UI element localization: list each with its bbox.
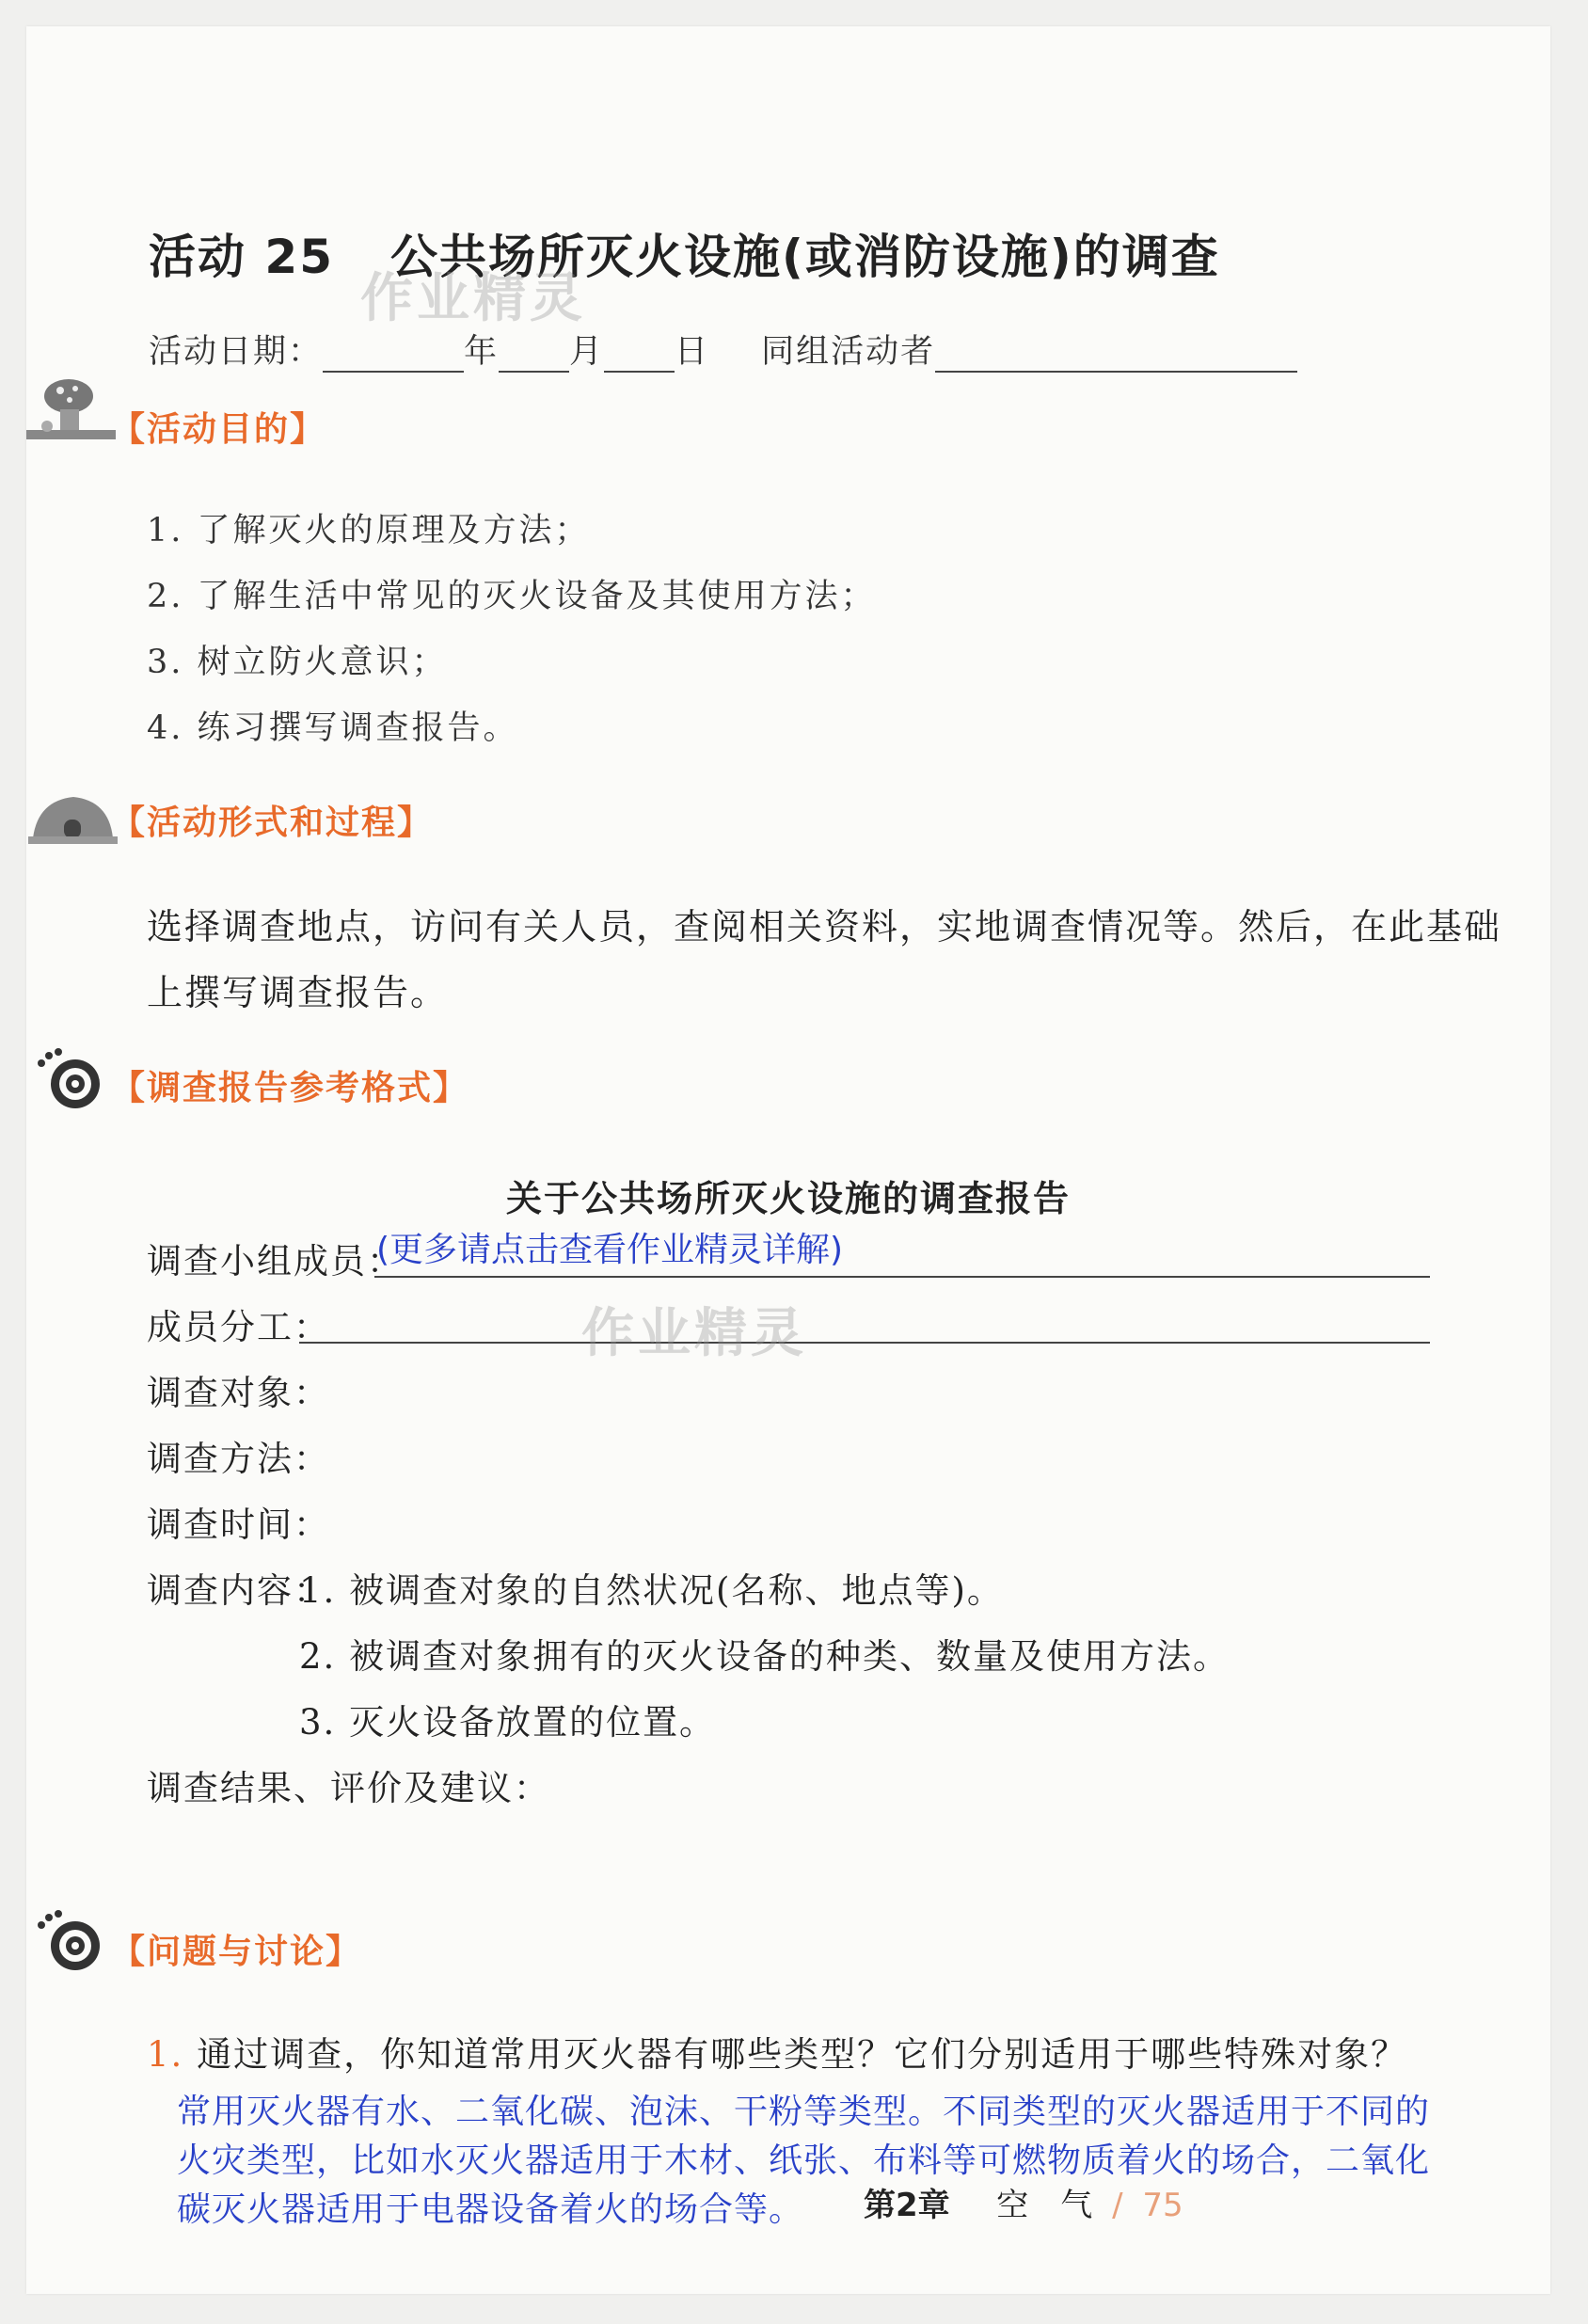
- watermark-middle: 作业精灵: [581, 1303, 807, 1364]
- document-page: [26, 26, 1550, 2294]
- page-number: 75: [1142, 2187, 1183, 2224]
- snail-icon: [28, 1044, 113, 1120]
- group-label: 同组活动者: [761, 333, 936, 371]
- purpose-item: 2. 了解生活中常见的灭火设备及其使用方法；: [147, 578, 877, 615]
- year-label: 年: [464, 333, 500, 371]
- question-number: 1.: [147, 2034, 184, 2075]
- day-label: 日: [675, 333, 710, 371]
- content-item: 1. 被调查对象的自然状况(名称、地点等)。: [299, 1570, 1004, 1611]
- result-label: 调查结果、评价及建议：: [147, 1768, 550, 1808]
- question-text: 通过调查，你知道常用灭火器有哪些类型？它们分别适用于哪些特殊对象？: [197, 2034, 1408, 2075]
- rock-house-icon: [28, 784, 118, 850]
- division-blank[interactable]: [299, 1342, 1430, 1344]
- content-item: 3. 灭火设备放置的位置。: [299, 1702, 717, 1743]
- answer-line: 碳灭火器适用于电器设备着火的场合等。: [177, 2190, 804, 2229]
- month-label: 月: [569, 333, 605, 371]
- process-text-line: 上撰写调查报告。: [147, 972, 449, 1013]
- divider-slash: /: [1112, 2187, 1123, 2224]
- division-label: 成员分工：: [147, 1307, 330, 1347]
- activity-number: 活动 25: [149, 230, 334, 284]
- date-label: 活动日期：: [149, 333, 324, 371]
- section-format-heading: 【调查报告参考格式】: [111, 1069, 469, 1107]
- members-field: [147, 1233, 404, 1283]
- month-blank[interactable]: [499, 342, 569, 373]
- process-text-line: 选择调查地点，访问有关人员，查阅相关资料，实地调查情况等。然后，在此基础: [147, 906, 1502, 947]
- snail-icon: [28, 1906, 113, 1982]
- mushroom-house-icon: [26, 370, 116, 445]
- day-blank[interactable]: [604, 342, 675, 373]
- question-1: [147, 2026, 1407, 2077]
- purpose-item: 3. 树立防火意识；: [147, 644, 448, 681]
- object-label: 调查对象：: [147, 1373, 330, 1413]
- section-purpose-heading: 【活动目的】: [111, 410, 326, 449]
- chapter-number: 第2章: [864, 2187, 950, 2224]
- section-process-heading: 【活动形式和过程】: [111, 804, 434, 842]
- purpose-item: 4. 练习撰写调查报告。: [147, 709, 519, 747]
- answer-line: 火灾类型，比如水灭火器适用于木材、纸张、布料等可燃物质着火的场合，二氧化: [177, 2141, 1431, 2180]
- members-label: 调查小组成员：: [147, 1241, 404, 1281]
- members-blank[interactable]: [374, 1276, 1430, 1278]
- page-title: [149, 219, 1220, 287]
- purpose-item: 1. 了解灭火的原理及方法；: [147, 512, 591, 549]
- footer-chapter: [864, 2179, 1183, 2225]
- year-blank[interactable]: [323, 342, 464, 373]
- chapter-title: 空 气: [996, 2187, 1093, 2224]
- method-label: 调查方法：: [147, 1439, 330, 1479]
- more-details-link[interactable]: (更多请点击查看作业精灵详解): [376, 1231, 844, 1269]
- watermark-top: 作业精灵: [360, 268, 586, 329]
- group-blank[interactable]: [935, 342, 1297, 373]
- content-item: 2. 被调查对象拥有的灭火设备的种类、数量及使用方法。: [299, 1636, 1231, 1677]
- answer-line: 常用灭火器有水、二氧化碳、泡沫、干粉等类型。不同类型的灭火器适用于不同的: [177, 2093, 1431, 2131]
- activity-meta: [149, 326, 1297, 373]
- time-label: 调查时间：: [147, 1504, 330, 1545]
- content-label: 调查内容：: [147, 1570, 330, 1611]
- section-discussion-heading: 【问题与讨论】: [111, 1933, 362, 1971]
- report-title: 关于公共场所灭火设施的调查报告: [505, 1178, 1071, 1219]
- activity-title: 公共场所灭火设施(或消防设施)的调查: [390, 230, 1220, 284]
